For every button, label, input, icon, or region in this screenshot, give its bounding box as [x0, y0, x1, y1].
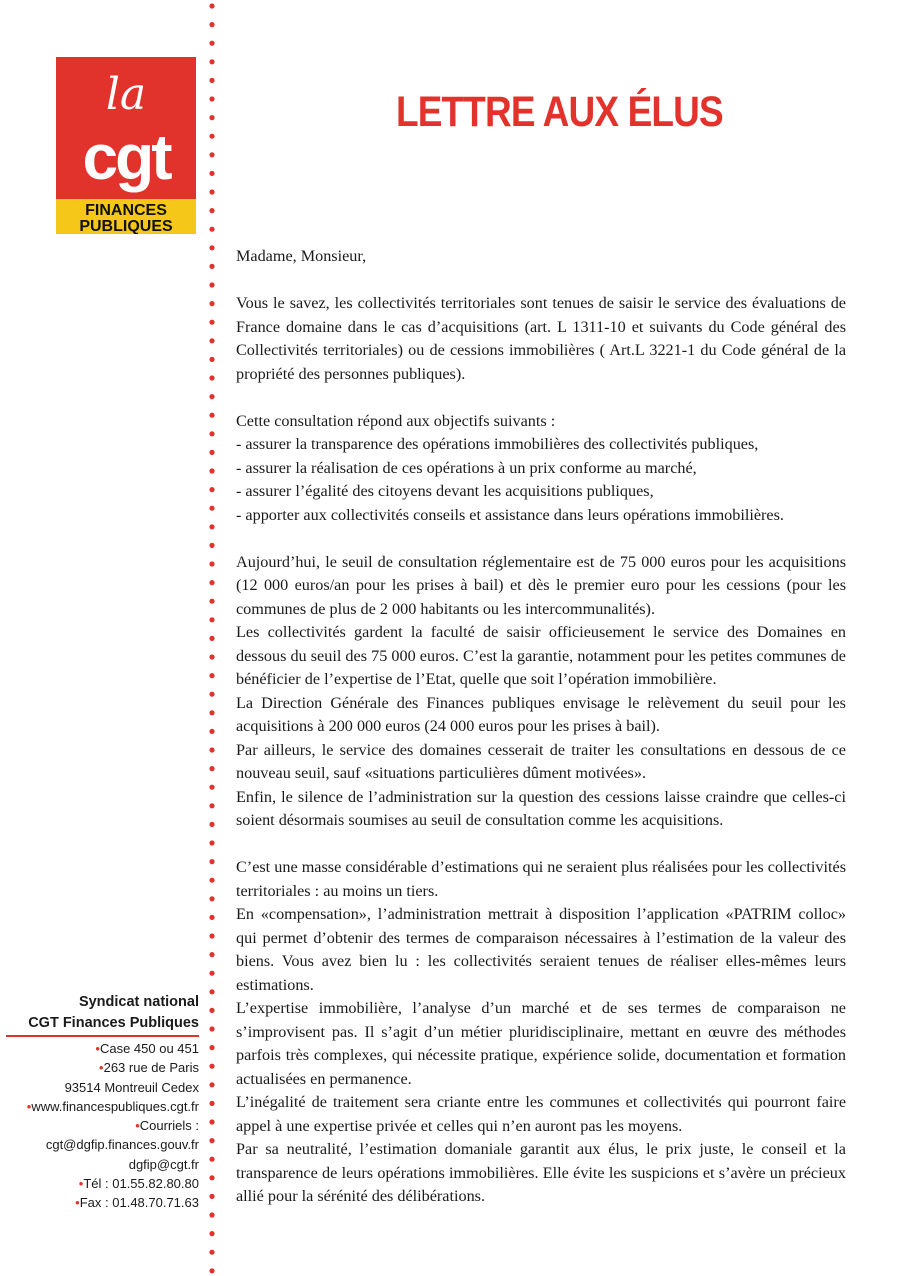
separator-dot [209, 1082, 214, 1087]
separator-dot [209, 59, 214, 64]
separator-dot [209, 989, 214, 994]
separator-dot [209, 450, 214, 455]
website-link[interactable]: www.financespubliques.cgt.fr [31, 1098, 199, 1114]
paragraph-inequality: L’inégalité de traitement sera criante entre les communes et collectivités qui pourront faire appel à une expertise privée et celles qui n’en auront pas les moyens. [236, 1093, 846, 1135]
separator-dot [209, 3, 214, 8]
emails-label: Courriels : [139, 1118, 199, 1134]
dotted-separator [206, 0, 218, 1276]
separator-dot [209, 506, 214, 511]
paragraph-finally: Enfin, le silence de l’administration sur la question des cessions laisse craindre que celles-ci soient désormais soumises au seuil de consultation comme les acquisitions. [236, 787, 846, 829]
separator-dot [209, 524, 214, 529]
separator-dot [209, 561, 214, 566]
paragraph-dgfip: La Direction Générale des Finances publiques envisage le relèvement du seuil pour les acquisitions à 200 000 euros (24 000 euros pour les prises à bail). [236, 693, 846, 735]
logo-main-text: cgt [82, 121, 170, 193]
bullet-icon: • [95, 1041, 100, 1056]
separator-dot [209, 115, 214, 120]
separator-dot [209, 1064, 214, 1069]
objectives-intro: Cette consultation répond aux objectifs suivants : [236, 411, 556, 430]
separator-dot [209, 96, 214, 101]
paragraph-threshold: Aujourd’hui, le seuil de consultation réglementaire est de 75 000 euros pour les acquisitions (12 000 euros/an pour les prises à bail) et dès le premier euro pour les cessions (pour les communes de plus de 2 000 habitants ou les intercommunalités). [236, 552, 846, 618]
separator-dot [209, 413, 214, 418]
logo-sub-line1: FINANCES [85, 202, 167, 219]
emails-label-line [6, 1116, 199, 1135]
separator-dot [209, 878, 214, 883]
separator-dot [209, 1026, 214, 1031]
separator-dot [209, 301, 214, 306]
separator-dot [209, 896, 214, 901]
bullet-icon: • [78, 1176, 84, 1192]
separator-dot [209, 171, 214, 176]
separator-dot [209, 1138, 214, 1143]
address-line-case [6, 1039, 199, 1058]
bullet-icon: • [99, 1060, 104, 1076]
org-name-line2: CGT Finances Publiques [6, 1013, 199, 1037]
logo-sub-line2: PUBLIQUES [79, 218, 173, 234]
email-link-1[interactable]: cgt@dgfip.finances.gouv.fr [45, 1137, 199, 1153]
separator-dot [209, 375, 214, 380]
separator-dot [209, 803, 214, 808]
bullet-icon: • [135, 1118, 140, 1134]
separator-dot [209, 599, 214, 604]
separator-dot [209, 785, 214, 790]
separator-dot [209, 338, 214, 343]
separator-dot [209, 673, 214, 678]
email-link-2[interactable]: dgfip@cgt.fr [128, 1156, 199, 1172]
separator-dot [209, 543, 214, 548]
logo-script-text: la [105, 69, 147, 120]
separator-dot [209, 1101, 214, 1106]
separator-dot [209, 431, 214, 436]
separator-dot [209, 208, 214, 213]
separator-dot [209, 264, 214, 269]
paragraph-faculty: Les collectivités gardent la faculté de saisir officieusement le service des Domaines en dessous du seuil des 75 000 euros. C’est la garantie, notamment pour les petites communes de bénéficier de l’expertise de l’Etat, quelle que soit l’opération immobilière. [236, 623, 846, 688]
website-line [6, 1097, 199, 1116]
objective-item: - assurer l’égalité des citoyens devant les acquisitions publiques, [236, 482, 654, 500]
contact-block [6, 992, 199, 1213]
separator-dot [209, 692, 214, 697]
paragraph-neutrality: Par sa neutralité, l’estimation domaniale garantit aux élus, le prix juste, le conseil et la transparence de leurs opérations immobilières. Elle évite les suspicions et s’avère un précieux allié pour la sérénité des délibérations. [236, 1140, 846, 1205]
cgt-logo [56, 57, 196, 234]
phone-line [6, 1174, 199, 1193]
separator-dot [209, 1157, 214, 1162]
bullet-icon: • [26, 1098, 32, 1114]
paragraph-compensation: En «compensation», l’administration mettrait à disposition l’application «PATRIM colloc» qui permet d’obtenir des termes de comparaison nécessaires à l’estimation de la valeur des biens. Vous avez bien lu : les collectivités seraient tenues de réaliser elles-mêmes leurs estimations. [236, 905, 846, 994]
separator-dot [209, 1250, 214, 1255]
phone-text: Tél : 01.55.82.80.80 [83, 1176, 199, 1192]
separator-dot [209, 1045, 214, 1050]
address-line-city: 93514 Montreuil Cedex [64, 1079, 199, 1095]
letter-body [236, 245, 846, 1209]
page-title: LETTRE AUX ÉLUS [396, 88, 723, 136]
separator-dot [209, 1175, 214, 1180]
objective-item: - assurer la réalisation de ces opérations à un prix conforme au marché, [236, 458, 697, 477]
address-line-street [6, 1058, 199, 1077]
separator-dot [209, 729, 214, 734]
separator-dot [209, 636, 214, 641]
separator-dot [209, 1008, 214, 1013]
salutation: Madame, Monsieur, [236, 247, 367, 265]
address-case-text: Case 450 ou 451 [99, 1041, 199, 1056]
separator-dot [209, 654, 214, 659]
separator-dot [209, 152, 214, 157]
separator-dot [209, 822, 214, 827]
separator-dot [209, 580, 214, 585]
separator-dot [209, 859, 214, 864]
separator-dot [209, 78, 214, 83]
bullet-icon: • [75, 1195, 80, 1211]
paragraph-intro: Vous le savez, les collectivités territoriales sont tenues de saisir le service des évaluations de France domaine dans le cas d’acquisitions (art. L 1311-10 et suivants du Code général des Collectivités territoriales) ou de cessions immobilières ( Art.L 3221-1 du Code général de la propriété des personnes publiques). [236, 294, 846, 383]
paragraph-mass: C’est une masse considérable d’estimations qui ne seraient plus réalisées pour les collectivités territoriales : au moins un tiers. [236, 858, 846, 900]
separator-dot [209, 282, 214, 287]
cgt-logo-graphic [56, 57, 196, 234]
separator-dot [209, 933, 214, 938]
separator-dot [209, 1194, 214, 1199]
separator-dot [209, 840, 214, 845]
separator-dot [209, 320, 214, 325]
separator-dot [209, 487, 214, 492]
separator-dot [209, 747, 214, 752]
fax-line [6, 1193, 199, 1212]
separator-dot [209, 357, 214, 362]
separator-dot [209, 245, 214, 250]
separator-dot [209, 189, 214, 194]
separator-dot [209, 134, 214, 139]
paragraph-elsewhere: Par ailleurs, le service des domaines cesserait de traiter les consultations en dessous de ce nouveau seuil, sauf «situations particulières dûment motivées». [236, 740, 846, 782]
separator-dot [209, 710, 214, 715]
separator-dot [209, 468, 214, 473]
separator-dot [209, 971, 214, 976]
separator-dot [209, 22, 214, 27]
objective-item: - assurer la transparence des opérations immobilières des collectivités publiques, [236, 435, 759, 453]
separator-dot [209, 1268, 214, 1273]
separator-dot [209, 227, 214, 232]
separator-dot [209, 394, 214, 399]
separator-dot [209, 766, 214, 771]
org-name-line1: Syndicat national [78, 994, 199, 1010]
paragraph-expertise: L’expertise immobilière, l’analyse d’un marché et de ses termes de comparaison ne s’improvisent pas. Il s’agit d’un métier pluridisciplinaire, mettant en œuvre des méthodes parfois très complexes, qui nécessite pratique, expérience solide, documentation et formation actualisées en permanence. [236, 999, 846, 1088]
objective-item: - apporter aux collectivités conseils et assistance dans leurs opérations immobilières. [236, 505, 784, 524]
separator-dot [209, 1231, 214, 1236]
separator-dot [209, 915, 214, 920]
separator-dot [209, 952, 214, 957]
separator-dot [209, 1212, 214, 1217]
fax-text: Fax : 01.48.70.71.63 [79, 1195, 199, 1211]
address-street-text: 263 rue de Paris [103, 1060, 199, 1076]
separator-dot [209, 617, 214, 622]
separator-dot [209, 1119, 214, 1124]
separator-dot [209, 41, 214, 46]
